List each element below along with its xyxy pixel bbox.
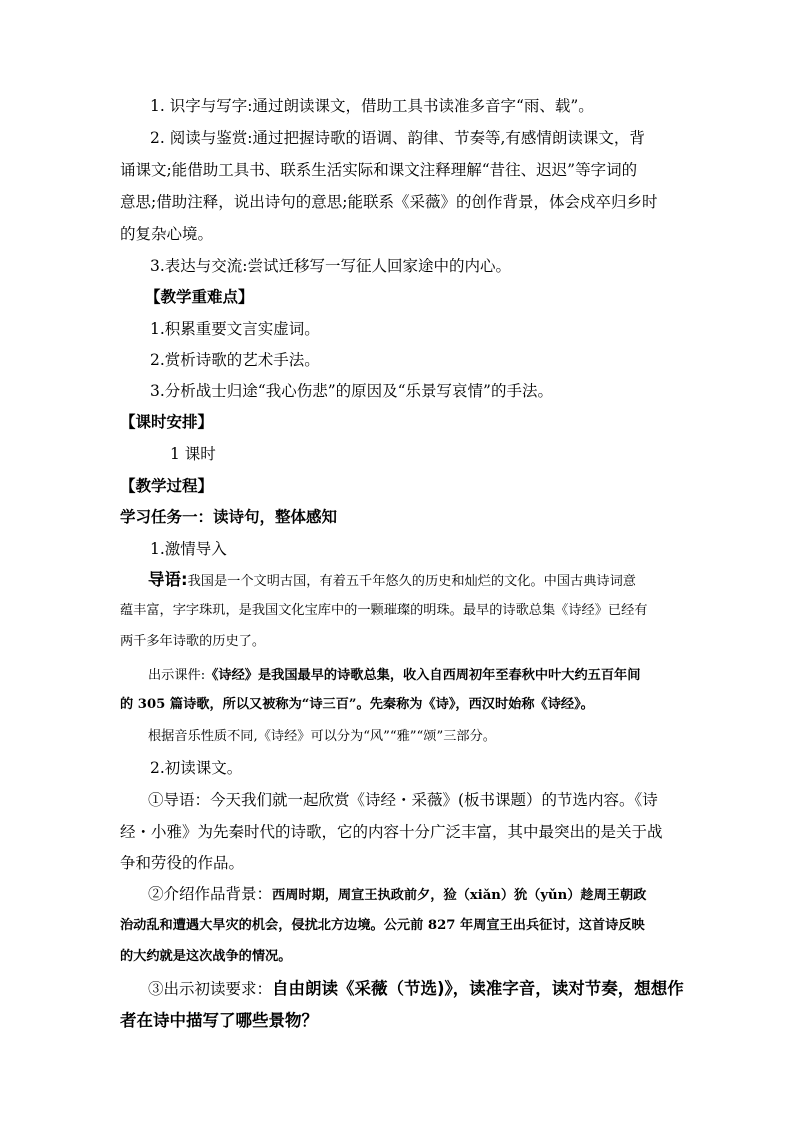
courseware-text-1: 《诗经》是我国最早的诗歌总集，收入自西周初年至春秋中叶大约五百年间 xyxy=(205,668,641,683)
courseware-line-2: 的 305 篇诗歌，所以又被称为“诗三百”。先秦称为《诗》，西汉时始称《诗经》。 xyxy=(120,697,594,712)
reading-text-1: 自由朗读《采薇（节选)》，读准字音，读对节奏，想想作 xyxy=(272,979,684,998)
classification-text: 根据音乐性质不同,《诗经》可以分为“风”“雅”“颂”三部分。 xyxy=(148,729,496,744)
intro-text-1: 我国是一个文明古国，有着五千年悠久的历史和灿烂的文化。中国古典诗词意 xyxy=(187,574,636,589)
courseware-line-1 xyxy=(148,664,708,686)
intro-line-2: 蕴丰富，字字珠玑，是我国文化宝库中的一颗璀璨的明珠。最早的诗歌总集《诗经》已经有 xyxy=(120,603,648,618)
key-point-3: 3.分析战士归途“我心伤悲”的原因及“乐景写哀情”的手法。 xyxy=(150,382,553,400)
goal-2-line-2: 诵课文;能借助工具书、联系生活实际和课文注释理解“昔往、迟迟”等字词的 xyxy=(120,161,638,179)
goal-2-line-1: 2. 阅读与鉴赏:通过把握诗歌的语调、韵律、节奏等,有感情朗读课文，背 xyxy=(150,129,645,147)
step-1-title: 1.激情导入 xyxy=(150,540,227,558)
goal-2-line-3: 意思;借助注释，说出诗句的意思;能联系《采薇》的创作背景，体会戍卒归乡时 xyxy=(120,193,658,211)
intro-line-1 xyxy=(148,570,708,592)
key-point-1: 1.积累重要文言实虚词。 xyxy=(150,320,320,338)
reading-label: ③出示初读要求： xyxy=(148,980,273,998)
schedule-value: 1 课时 xyxy=(170,445,216,463)
task-1-title: 学习任务一：读诗句，整体感知 xyxy=(120,508,338,526)
guide-line-1: ①导语：今天我们就一起欣赏《诗经・采薇》(板书课题）的节选内容。《诗 xyxy=(148,791,658,809)
background-text-1: 西周时期，周宣王执政前夕，猃（xiǎn）狁（yǔn）趁周王朝政 xyxy=(272,888,647,903)
key-point-2: 2.赏析诗歌的艺术手法。 xyxy=(150,351,320,369)
intro-line-3: 两千多年诗歌的历史了。 xyxy=(120,634,266,649)
key-points-heading: 【教学重难点】 xyxy=(145,288,254,306)
process-heading: 【教学过程】 xyxy=(120,477,214,495)
background-line-3: 的大约就是这次战争的情况。 xyxy=(120,949,292,964)
step-2-title: 2.初读课文。 xyxy=(150,759,243,777)
goal-3: 3.表达与交流:尝试迁移写一写征人回家途中的内心。 xyxy=(150,257,512,275)
guide-line-2: 经・小雅》为先秦时代的诗歌，它的内容十分广泛丰富，其中最突出的是关于战 xyxy=(120,823,663,841)
goal-2-line-4: 的复杂心境。 xyxy=(120,225,214,243)
background-line-2: 治动乱和遭遇大旱灾的机会，侵扰北方边境。公元前 827 年周宣王出兵征讨，这首诗反映 xyxy=(120,918,645,933)
courseware-label: 出示课件: xyxy=(148,668,206,683)
background-label: ②介绍作品背景： xyxy=(148,885,273,903)
background-line-1 xyxy=(148,884,708,906)
goal-1: 1. 识字与写字:通过朗读课文，借助工具书读准多音字“雨、载”。 xyxy=(150,97,594,115)
reading-line-1 xyxy=(148,979,708,999)
intro-label: 导语: xyxy=(148,570,188,589)
guide-line-3: 争和劳役的作品。 xyxy=(120,854,245,872)
reading-line-2: 者在诗中描写了哪些景物？ xyxy=(120,1011,318,1030)
schedule-heading: 【课时安排】 xyxy=(120,413,214,431)
